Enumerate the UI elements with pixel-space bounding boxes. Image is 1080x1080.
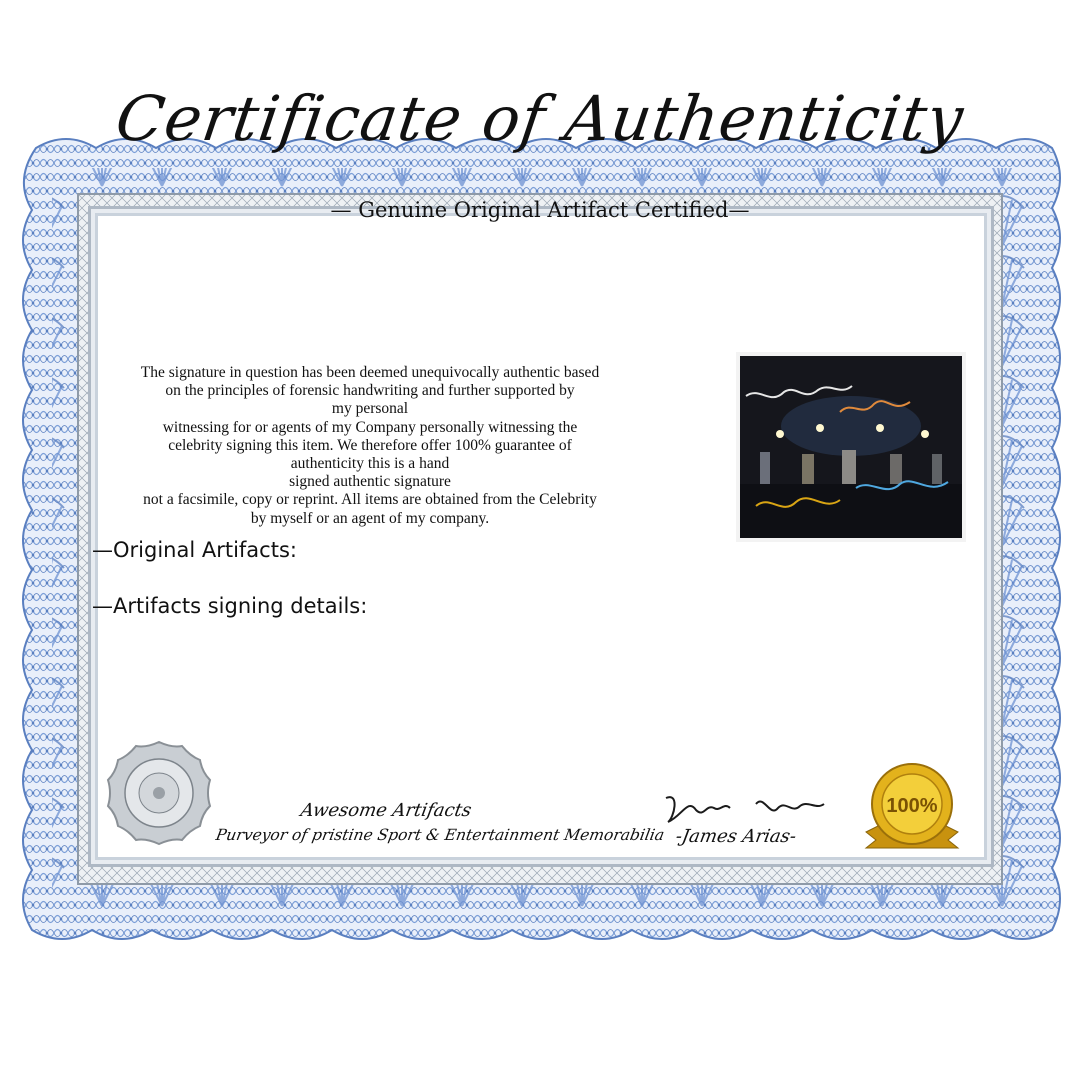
company-tagline: Purveyor of pristine Sport & Entertainment Memorabilia (214, 826, 666, 844)
gold-seal-center: 100% (886, 795, 938, 817)
statement-line: signed authentic signature (289, 473, 451, 491)
statement-line: my personal (331, 400, 409, 418)
signer-name: -James Arias- (674, 826, 798, 847)
gold-guarantee-seal-icon (856, 760, 968, 860)
statement-line: The signature in question has been deemed unequivocally authentic based (140, 364, 600, 381)
statement-line: witnessing for or agents of my Company personally witnessing the (162, 418, 578, 436)
statement-line: not a facsimile, copy or reprint. All items are obtained from the Celebrity (143, 491, 597, 509)
statement-line: celebrity signing this item. We therefore offer 100% guarantee of (168, 436, 572, 454)
certificate-seal-icon (104, 738, 214, 848)
handwritten-signature (660, 788, 830, 828)
statement-line: by myself or an agent of my company. (250, 509, 490, 527)
autographed-photo (740, 356, 962, 538)
statement-line: authenticity this is a hand (290, 455, 450, 473)
certificate-title: Certificate of Authenticity (111, 82, 969, 155)
statement-line: on the principles of forensic handwriting and further supported by (165, 382, 575, 400)
original-artifacts-label: —Original Artifacts: (92, 538, 297, 562)
company-name: Awesome Artifacts (298, 800, 474, 821)
authenticity-statement (110, 364, 630, 528)
concert-photo-image (740, 356, 962, 538)
signing-details-label: —Artifacts signing details: (92, 594, 368, 618)
certificate-subtitle: — Genuine Original Artifact Certified— (330, 198, 750, 222)
